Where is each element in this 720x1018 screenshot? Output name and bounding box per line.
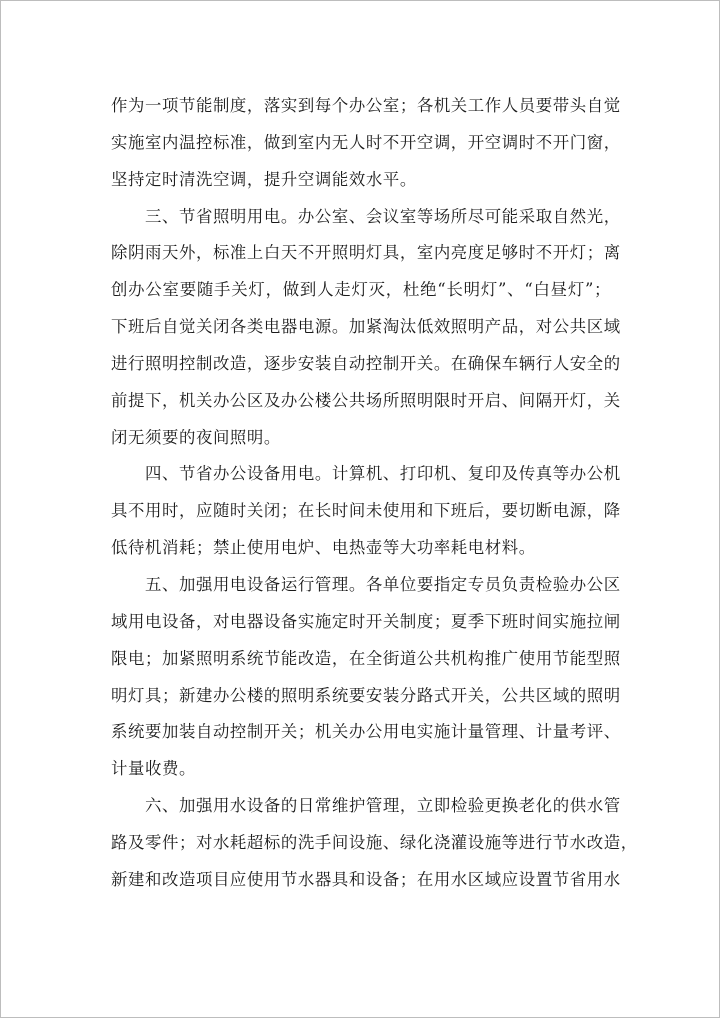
text-line: 作为一项节能制度，落实到每个办公室；各机关工作人员要带头自觉: [111, 96, 621, 115]
text-line: 计量收费。: [111, 759, 196, 779]
text-line: 创办公室要随手关灯，做到人走灯灭，杜绝“长明灯”、“白昼灯”；: [111, 280, 611, 300]
document-body: [111, 88, 638, 899]
text-line: 新建和改造项目应使用节水器具和设备；在用水区域应设置节省用水: [111, 869, 621, 889]
text-line: 限电；加紧照明系统节能改造，在全街道公共机构推广使用节能型照: [111, 648, 621, 668]
text-line: 六、加强用水设备的日常维护管理，立即检验更换老化的供水管: [111, 796, 621, 816]
text-line: 具不用时，应随时关闭；在长时间未使用和下班后，要切断电源，降: [111, 501, 621, 521]
text-line: 四、节省办公设备用电。计算机、打印机、复印及传真等办公机: [111, 464, 621, 484]
paragraph-electrical-management: [111, 567, 621, 788]
text-line: 坚持定时清洗空调，提升空调能效水平。: [111, 169, 417, 189]
text-line: 进行照明控制改造，逐步安装自动控制开关。在确保车辆行人安全的: [111, 353, 621, 373]
paragraph-water-equipment: [111, 788, 638, 899]
text-line: 低待机消耗；禁止使用电炉、电热壶等大功率耗电材料。: [111, 538, 536, 558]
text-line: 系统要加装自动控制开关；机关办公用电实施计量管理、计量考评、: [111, 722, 621, 742]
text-line: 前提下，机关办公区及办公楼公共场所照明限时开启、间隔开灯，关: [111, 390, 621, 410]
paragraph-lighting: [111, 199, 621, 457]
text-line: 路及零件；对水耗超标的洗手间设施、绿化浇灌设施等进行节水改造，: [111, 832, 638, 852]
text-line: 闭无须要的夜间照明。: [111, 427, 281, 447]
text-line: 五、加强用电设备运行管理。各单位要指定专员负责检验办公区: [111, 574, 621, 594]
text-line: 除阴雨天外，标准上白天不开照明灯具，室内亮度足够时不开灯；离: [111, 243, 621, 263]
text-line: 明灯具；新建办公楼的照明系统要安装分路式开关，公共区域的照明: [111, 685, 621, 705]
paragraph-ac-control: [111, 88, 621, 199]
text-line: 三、节省照明用电。办公室、会议室等场所尽可能采取自然光，: [111, 206, 621, 226]
text-line: 实施室内温控标准，做到室内无人时不开空调，开空调时不开门窗，: [111, 132, 621, 152]
text-line: 下班后自觉关闭各类电器电源。加紧淘汰低效照明产品，对公共区域: [111, 317, 621, 337]
text-line: 域用电设备，对电器设备实施定时开关制度；夏季下班时间实施拉闸: [111, 611, 621, 631]
paragraph-office-equipment: [111, 456, 621, 567]
